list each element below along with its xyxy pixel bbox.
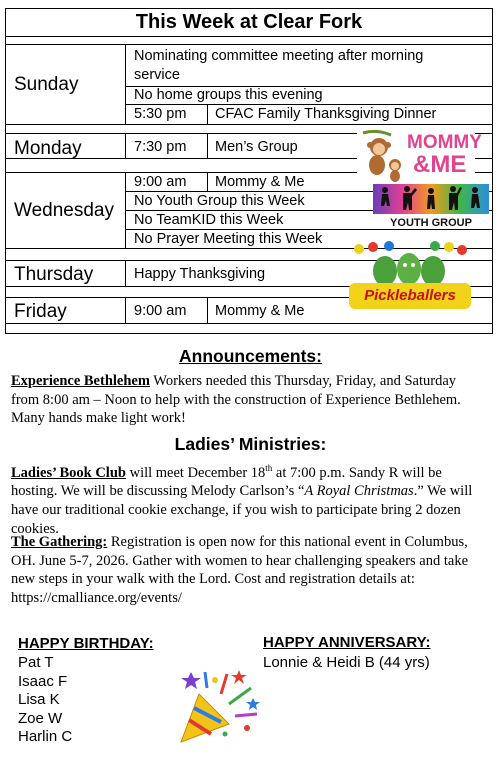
anniversary-list bbox=[263, 654, 430, 673]
experience-bethlehem-title: Experience Bethlehem bbox=[11, 373, 150, 389]
anniversary-heading: HAPPY ANNIVERSARY: bbox=[263, 634, 431, 651]
book-title: A Royal Christmas bbox=[304, 483, 414, 500]
event-time: 7:30 pm bbox=[134, 139, 187, 155]
gathering-paragraph bbox=[11, 533, 487, 607]
list-item: Pat T bbox=[18, 654, 54, 671]
pickleballers-text: Pickleballers bbox=[349, 283, 471, 309]
list-item: Lonnie & Heidi B (44 yrs) bbox=[263, 654, 430, 671]
event-text: Mommy & Me bbox=[215, 174, 305, 190]
pickleballers-logo bbox=[349, 241, 471, 311]
book-club-text: .” We will have our traditional cookie exchange, if you wish to participate bring 2 dozen cookies. bbox=[11, 483, 473, 537]
birthday-list bbox=[18, 654, 72, 747]
book-club-text: will meet December 18 bbox=[125, 464, 266, 481]
mommy-text: MOMMY bbox=[407, 132, 482, 153]
day-monday: Monday bbox=[14, 138, 82, 159]
birthday-heading: HAPPY BIRTHDAY: bbox=[18, 635, 154, 652]
announcements-heading: Announcements: bbox=[179, 346, 322, 366]
divider bbox=[125, 172, 126, 248]
divider bbox=[125, 260, 126, 286]
divider bbox=[207, 133, 208, 158]
list-item: Zoe W bbox=[18, 709, 63, 727]
divider bbox=[125, 133, 126, 158]
event-text: Men’s Group bbox=[215, 139, 298, 155]
event-text: No home groups this evening bbox=[134, 87, 323, 103]
book-club-paragraph bbox=[11, 459, 487, 538]
book-club-text: at 7:00 p.m. Sandy R will be hosting. We will be discussing Melody Carlson’s “ bbox=[11, 464, 442, 500]
silhouettes-icon bbox=[373, 184, 489, 214]
event-text: No TeamKID this Week bbox=[134, 212, 284, 228]
day-wednesday: Wednesday bbox=[14, 200, 114, 221]
event-time: 9:00 am bbox=[134, 174, 187, 190]
event-text: Mommy & Me bbox=[215, 303, 305, 319]
list-item: Harlin C bbox=[18, 728, 73, 745]
divider bbox=[125, 44, 126, 124]
pickle-players-icon bbox=[349, 241, 471, 287]
divider bbox=[5, 44, 493, 45]
me-text: &ME bbox=[413, 151, 467, 178]
divider bbox=[207, 297, 208, 323]
day-thursday: Thursday bbox=[14, 264, 94, 285]
event-text: No Youth Group this Week bbox=[134, 193, 305, 209]
party-popper-icon bbox=[177, 664, 263, 746]
divider bbox=[207, 104, 208, 124]
event-text: service bbox=[134, 67, 180, 83]
day-friday: Friday bbox=[14, 301, 67, 322]
event-text: CFAC Family Thanksgiving Dinner bbox=[215, 106, 437, 122]
divider bbox=[5, 323, 493, 324]
mommy-and-me-logo bbox=[357, 129, 482, 183]
experience-bethlehem-paragraph bbox=[11, 372, 487, 428]
book-club-title: Ladies’ Book Club bbox=[11, 464, 126, 481]
experience-bethlehem-text: Workers needed this Thursday, Friday, and Saturday from 8:00 am – Noon to help with the construction of Experience Bethlehem. Many hands make light work! bbox=[11, 373, 461, 427]
divider bbox=[5, 36, 493, 37]
youth-group-logo bbox=[373, 184, 489, 234]
divider bbox=[5, 124, 493, 125]
divider bbox=[125, 297, 126, 323]
divider bbox=[207, 172, 208, 191]
list-item: Isaac F bbox=[18, 672, 68, 690]
day-sunday: Sunday bbox=[14, 74, 79, 95]
divider bbox=[125, 104, 493, 105]
schedule-title: This Week at Clear Fork bbox=[135, 11, 363, 33]
event-time: 5:30 pm bbox=[134, 106, 187, 122]
event-text: Nominating committee meeting after morning bbox=[134, 48, 424, 64]
youth-banner bbox=[373, 184, 489, 214]
monkey-icon bbox=[357, 129, 409, 183]
ladies-ministries-heading: Ladies’ Ministries: bbox=[174, 434, 327, 454]
event-time: 9:00 am bbox=[134, 303, 187, 319]
youth-group-text: YOUTH GROUP bbox=[390, 217, 472, 229]
ordinal-suffix: th bbox=[265, 463, 273, 473]
event-text: No Prayer Meeting this Week bbox=[134, 231, 323, 247]
event-text: Happy Thanksgiving bbox=[134, 266, 266, 282]
gathering-title: The Gathering: bbox=[11, 534, 108, 550]
gathering-text: Registration is open now for this national event in Columbus, OH. June 5-7, 2026. Gather with women to hear challenging speakers and take new steps in your walk with the Lord. Cost and registration details at: https://cmalliance.org/events/ bbox=[11, 534, 469, 606]
list-item: Lisa K bbox=[18, 691, 60, 708]
